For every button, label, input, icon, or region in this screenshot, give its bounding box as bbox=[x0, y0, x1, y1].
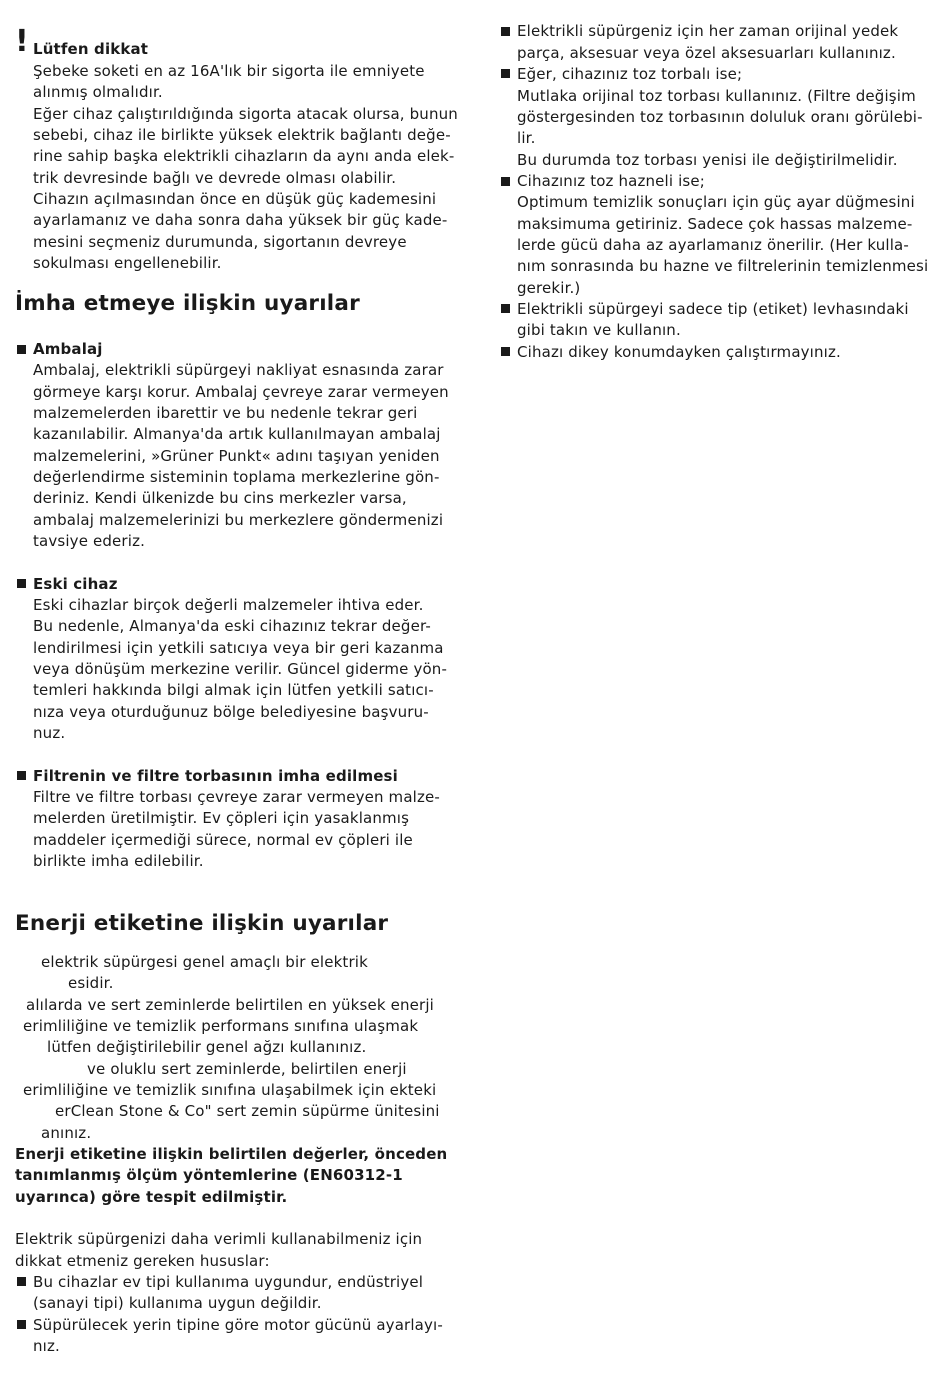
right-bullet-line: Mutlaka orijinal toz torbası kullanınız. (Filtre değişim bbox=[517, 87, 916, 105]
energy-fragment-line: alılarda ve sert zeminlerde belirtilen en yüksek enerji bbox=[26, 996, 434, 1014]
bullet-square bbox=[501, 347, 510, 356]
bullet-square bbox=[17, 1320, 26, 1329]
energy-fragment-line: anınız. bbox=[41, 1124, 92, 1142]
packaging-line: malzemelerini, »Grüner Punkt« adını taşıyan yeniden bbox=[33, 447, 440, 465]
warning-line: Eğer cihaz çalıştırıldığında sigorta atacak olursa, bunun bbox=[33, 105, 458, 123]
bullet-square bbox=[17, 345, 26, 354]
right-bullet-line: Cihazınız toz hazneli ise; bbox=[517, 172, 705, 190]
right-bullet-line: nım sonrasında bu hazne ve filtrelerinin temizlenmesi bbox=[517, 257, 929, 275]
right-bullet-line: Bu durumda toz torbası yenisi ile değiştirilmelidir. bbox=[517, 151, 898, 169]
old-device-line: Bu nedenle, Almanya'da eski cihazınız tekrar değer- bbox=[33, 617, 431, 635]
energy-heading: Enerji etiketine ilişkin uyarılar bbox=[15, 911, 389, 936]
warning-line: Cihazın açılmasından önce en düşük güç kademesini bbox=[33, 190, 437, 208]
right-bullet-line: parça, aksesuar veya özel aksesuarları kullanınız. bbox=[517, 44, 896, 62]
old-device-line: lendirilmesi için yetkili satıcıya veya bir geri kazanma bbox=[33, 639, 444, 657]
energy-bullet-line: Bu cihazlar ev tipi kullanıma uygundur, endüstriyel bbox=[33, 1273, 424, 1291]
packaging-line: görmeye karşı korur. Ambalaj çevreye zarar vermeyen bbox=[33, 383, 449, 401]
bullet-square bbox=[501, 69, 510, 78]
bullet-square bbox=[501, 177, 510, 186]
warning-line: mesini seçmeniz durumunda, sigortanın devreye bbox=[33, 233, 407, 251]
right-bullet-line: göstergesinden toz torbasının doluluk oranı görülebi- bbox=[517, 108, 923, 126]
disposal-heading: İmha etmeye ilişkin uyarılar bbox=[15, 291, 360, 316]
energy-bold-line: tanımlanmış ölçüm yöntemlerine (EN60312-1 bbox=[15, 1166, 403, 1184]
energy-bold-line: uyarınca) göre tespit edilmiştir. bbox=[15, 1188, 288, 1206]
bullet-square bbox=[501, 27, 510, 36]
packaging-line: tavsiye ederiz. bbox=[33, 532, 146, 550]
right-bullet-line: Elektrikli süpürgeyi sadece tip (etiket) levhasındaki bbox=[517, 300, 909, 318]
energy-bold-line: Enerji etiketine ilişkin belirtilen değerler, önceden bbox=[15, 1145, 448, 1163]
right-bullet-line: Eğer, cihazınız toz torbalı ise; bbox=[517, 65, 743, 83]
old-device-line: Eski cihazlar birçok değerli malzemeler ihtiva eder. bbox=[33, 596, 424, 614]
bullet-square bbox=[17, 579, 26, 588]
bullet-square bbox=[17, 771, 26, 780]
right-bullet-line: lir. bbox=[517, 129, 536, 147]
filter-title: Filtrenin ve filtre torbasının imha edilmesi bbox=[33, 767, 398, 785]
right-bullet-line: maksimuma getiriniz. Sadece çok hassas malzeme- bbox=[517, 215, 913, 233]
packaging-line: malzemelerden ibarettir ve bu nedenle tekrar geri bbox=[33, 404, 418, 422]
warning-line: sokulması engellenebilir. bbox=[33, 254, 222, 272]
filter-line: Filtre ve filtre torbası çevreye zarar vermeyen malze- bbox=[33, 788, 440, 806]
energy-intro-line: dikkat etmeniz gereken hususlar: bbox=[15, 1252, 270, 1270]
energy-bullet-line: nız. bbox=[33, 1337, 60, 1355]
exclamation-icon: ! bbox=[15, 24, 29, 59]
filter-line: birlikte imha edilebilir. bbox=[33, 852, 204, 870]
packaging-title: Ambalaj bbox=[33, 340, 103, 358]
bullet-square bbox=[501, 304, 510, 313]
old-device-line: nıza veya oturduğunuz bölge belediyesine başvuru- bbox=[33, 703, 429, 721]
old-device-line: nuz. bbox=[33, 724, 66, 742]
packaging-line: Ambalaj, elektrikli süpürgeyi nakliyat esnasında zarar bbox=[33, 361, 444, 379]
right-bullet-line: Elektrikli süpürgeniz için her zaman orijinal yedek bbox=[517, 22, 899, 40]
right-bullet-line: gerekir.) bbox=[517, 279, 581, 297]
old-device-title: Eski cihaz bbox=[33, 575, 118, 593]
filter-line: maddeler içermediği sürece, normal ev çöpleri ile bbox=[33, 831, 413, 849]
energy-intro-line: Elektrik süpürgenizi daha verimli kullanabilmeniz için bbox=[15, 1230, 423, 1248]
packaging-line: ambalaj malzemelerinizi bu merkezlere göndermenizi bbox=[33, 511, 444, 529]
energy-fragment-line: ve oluklu sert zeminlerde, belirtilen enerji bbox=[87, 1060, 407, 1078]
energy-bullet-line: Süpürülecek yerin tipine göre motor gücünü ayarlayı- bbox=[33, 1316, 443, 1334]
energy-fragment-line: erClean Stone & Co" sert zemin süpürme ünitesini bbox=[55, 1102, 440, 1120]
warning-line: trik devresinde bağlı ve devrede olması olabilir. bbox=[33, 169, 397, 187]
old-device-line: veya dönüşüm merkezine verilir. Güncel giderme yön- bbox=[33, 660, 448, 678]
old-device-line: temleri hakkında bilgi almak için lütfen yetkili satıcı- bbox=[33, 681, 434, 699]
right-bullet-line: Optimum temizlik sonuçları için güç ayar düğmesini bbox=[517, 193, 915, 211]
energy-fragment-line: erimliliğine ve temizlik sınıfına ulaşabilmek için ekteki bbox=[23, 1081, 437, 1099]
bullet-square bbox=[17, 1277, 26, 1286]
packaging-line: değerlendirme sisteminin toplama merkezlerine gön- bbox=[33, 468, 440, 486]
right-bullet-line: lerde gücü daha az ayarlamanız önerilir. (Her kulla- bbox=[517, 236, 909, 254]
right-bullet-line: Cihazı dikey konumdayken çalıştırmayınız. bbox=[517, 343, 841, 361]
energy-fragment-line: elektrik süpürgesi genel amaçlı bir elektrik bbox=[41, 953, 368, 971]
warning-line: rine sahip başka elektrikli cihazların da aynı anda elek- bbox=[33, 147, 455, 165]
warning-line: alınmış olmalıdır. bbox=[33, 83, 163, 101]
warning-line: sebebi, cihaz ile birlikte yüksek elektrik bağlantı değe- bbox=[33, 126, 451, 144]
packaging-line: kazanılabilir. Almanya'da artık kullanılmayan ambalaj bbox=[33, 425, 441, 443]
energy-fragment-line: lütfen değiştirilebilir genel ağzı kullanınız. bbox=[47, 1038, 367, 1056]
right-bullet-line: gibi takın ve kullanın. bbox=[517, 321, 681, 339]
energy-fragment-line: erimliliğine ve temizlik performans sınıfına ulaşmak bbox=[23, 1017, 419, 1035]
energy-fragment-line: esidir. bbox=[68, 974, 114, 992]
warning-line: ayarlamanız ve daha sonra daha yüksek bir güç kade- bbox=[33, 211, 448, 229]
packaging-line: deriniz. Kendi ülkenizde bu cins merkezler varsa, bbox=[33, 489, 407, 507]
warning-title: Lütfen dikkat bbox=[33, 40, 149, 58]
warning-line: Şebeke soketi en az 16A'lık bir sigorta ile emniyete bbox=[33, 62, 425, 80]
energy-bullet-line: (sanayi tipi) kullanıma uygun değildir. bbox=[33, 1294, 322, 1312]
filter-line: melerden üretilmiştir. Ev çöpleri için yasaklanmış bbox=[33, 809, 410, 827]
